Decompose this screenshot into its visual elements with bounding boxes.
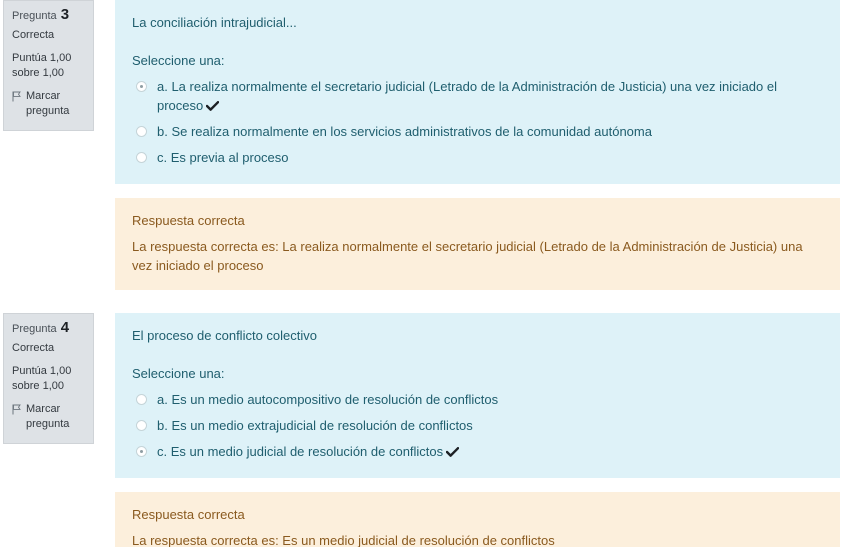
- answer-option-c[interactable]: [132, 145, 823, 171]
- answer-option-c[interactable]: [132, 439, 823, 465]
- question-number-label: Pregunta: [12, 10, 57, 22]
- question-grade: Puntúa 1,00 sobre 1,00: [12, 52, 72, 79]
- feedback-text: La respuesta correcta es: Es un medio judicial de resolución de conflictos: [132, 533, 555, 547]
- feedback-text: La respuesta correcta es: La realiza normalmente el secretario judicial (Letrado de la Administración de Justicia) una vez iniciado el proceso: [132, 239, 803, 273]
- flag-question-label: Marcar pregunta: [26, 90, 70, 117]
- flag-question-label: Marcar pregunta: [26, 403, 70, 430]
- answer-option-a[interactable]: [132, 74, 823, 119]
- question-formulation: [115, 313, 840, 478]
- answer-prompt: Seleccione una:: [132, 366, 225, 381]
- answer-option-b[interactable]: [132, 119, 823, 145]
- question-text: La conciliación intrajudicial...: [132, 15, 297, 30]
- answer-label-b[interactable]: b. Se realiza normalmente en los servicios administrativos de la comunidad autónoma: [157, 124, 652, 139]
- question-formulation: [115, 0, 840, 184]
- answer-radio-a[interactable]: [136, 81, 147, 92]
- answer-option-b[interactable]: [132, 413, 823, 439]
- answer-radio-b[interactable]: [136, 126, 147, 137]
- answer-label-b[interactable]: b. Es un medio extrajudicial de resolución de conflictos: [157, 418, 473, 433]
- answer-label-c[interactable]: c. Es un medio judicial de resolución de conflictos: [157, 442, 823, 461]
- flag-icon: [12, 91, 22, 102]
- question-text: El proceso de conflicto colectivo: [132, 328, 317, 343]
- flag-icon: [12, 404, 22, 415]
- answer-radio-c[interactable]: [136, 446, 147, 457]
- flag-question-link[interactable]: [12, 402, 85, 432]
- question-number-label: Pregunta: [12, 323, 57, 335]
- answer-option-a[interactable]: [132, 387, 823, 413]
- question-state: Correcta: [12, 342, 55, 354]
- answer-label-a[interactable]: a. Es un medio autocompositivo de resolución de conflictos: [157, 392, 499, 407]
- question-number-value: 3: [60, 6, 70, 23]
- answer-radio-a[interactable]: [136, 394, 147, 405]
- question-info: [3, 0, 94, 131]
- answer-label-a[interactable]: a. La realiza normalmente el secretario judicial (Letrado de la Administración de Justicia) una vez iniciado el proceso: [157, 79, 777, 113]
- question-grade: Puntúa 1,00 sobre 1,00: [12, 365, 72, 392]
- question-number-value: 4: [60, 319, 70, 336]
- question-state: Correcta: [12, 29, 55, 41]
- question-feedback: [115, 198, 840, 290]
- flag-question-link[interactable]: [12, 89, 85, 119]
- check-icon: [206, 101, 219, 111]
- answer-prompt: Seleccione una:: [132, 53, 225, 68]
- answer-radio-c[interactable]: [136, 152, 147, 163]
- question-number: [12, 7, 85, 24]
- question-feedback: [115, 492, 840, 547]
- question-number: [12, 320, 85, 337]
- check-icon: [446, 447, 459, 457]
- feedback-title: Respuesta correcta: [132, 213, 245, 228]
- answer-label-c[interactable]: c. Es previa al proceso: [157, 150, 289, 165]
- question-info: [3, 313, 94, 444]
- feedback-title: Respuesta correcta: [132, 507, 245, 522]
- answer-radio-b[interactable]: [136, 420, 147, 431]
